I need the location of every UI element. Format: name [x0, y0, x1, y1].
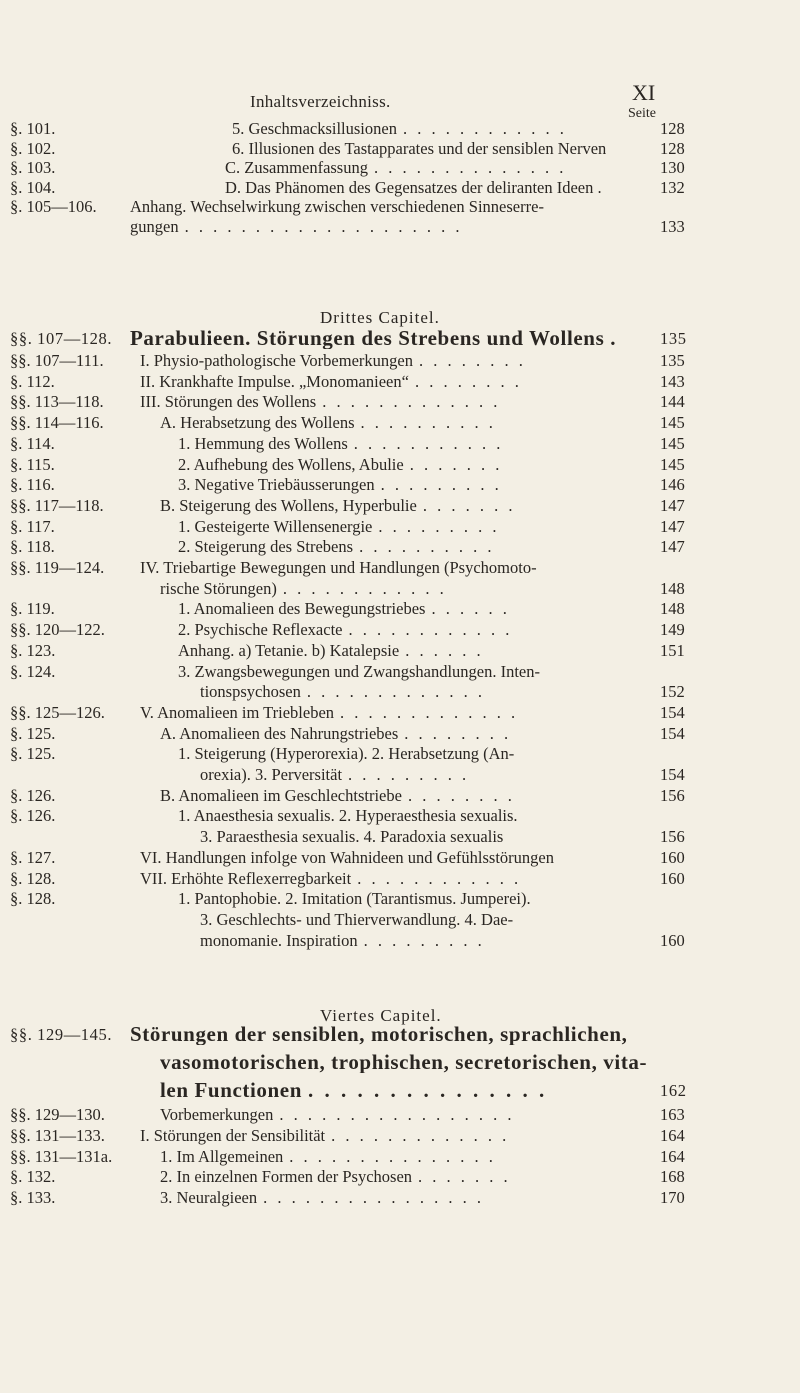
entry-title: VII. Erhöhte Reflexerregbarkeit [140, 868, 352, 888]
toc-entry [0, 640, 800, 661]
toc-entry [0, 495, 800, 516]
page-ref: 164 [660, 1146, 685, 1166]
page-ref: 164 [660, 1125, 685, 1145]
toc-entry [0, 723, 800, 744]
dot-leader: . . . . . . . . . . . . . . . [289, 1146, 496, 1166]
entry-title: 1. Hemmung des Wollens [178, 433, 348, 453]
page-ref: 147 [660, 537, 685, 557]
page-ref: 130 [660, 158, 685, 178]
paragraph-range: §. 103. [10, 158, 56, 178]
toc-entry [0, 216, 800, 237]
entry-title: Störungen der sensiblen, motorischen, sprachlichen, [130, 1024, 628, 1045]
toc-entry [0, 805, 800, 826]
paragraph-range: §§. 114—116. [10, 413, 104, 433]
entry-title: A. Anomalieen des Nahrungstriebes [160, 723, 399, 743]
toc-entry [0, 1125, 800, 1146]
paragraph-range: §. 125. [10, 744, 56, 764]
paragraph-range: §§. 120—122. [10, 620, 105, 640]
paragraph-range: §§. 129—145. [10, 1025, 113, 1044]
toc-entry [0, 681, 800, 702]
entry-title: I. Störungen der Sensibilität [140, 1125, 326, 1145]
page-ref: 170 [660, 1188, 685, 1208]
entry-title: 3. Neuralgieen [160, 1188, 258, 1208]
toc-entry [0, 847, 800, 868]
toc-entry [0, 888, 800, 909]
toc-entry [0, 1166, 800, 1187]
page-ref: 148 [660, 578, 685, 598]
dot-leader: . . . . . . . . . . . . [348, 620, 513, 640]
entry-title: I. Physio-pathologische Vorbemerkungen [140, 351, 413, 370]
page-ref: 144 [660, 392, 685, 412]
toc-entry [0, 1104, 800, 1125]
dot-leader: . . . . . . . . [404, 723, 512, 743]
paragraph-range: §. 102. [10, 138, 56, 158]
dot-leader: . . . . . . . . . . . . . [306, 682, 485, 702]
entry-title: IV. Triebartige Bewegungen und Handlungen (Psychomoto- [140, 558, 537, 577]
dot-leader: . . . . . . . . . [380, 475, 502, 495]
entry-title: 6. Illusionen des Tastapparates und der sensiblen Nerven [232, 138, 607, 158]
entry-title: 2. Steigerung des Strebens [178, 537, 354, 557]
entry-title: 5. Geschmacksillusionen [232, 119, 397, 138]
entry-title: 1. Im Allgemeinen [160, 1146, 284, 1166]
paragraph-range: §§. 131—133. [10, 1125, 105, 1145]
entry-title: VI. Handlungen infolge von Wahnideen und Gefühlsstörungen [140, 847, 554, 867]
dot-leader: . . . . . . . . . . . . . . . . . . . . [184, 217, 463, 236]
page-ref: 152 [660, 682, 685, 702]
page-ref: 145 [660, 454, 685, 474]
toc-entry [0, 138, 800, 159]
toc-entry [0, 930, 800, 951]
dot-leader: . . . . . . . . . . [359, 537, 495, 557]
paragraph-range: §§. 129—130. [10, 1105, 105, 1124]
paragraph-range: §. 128. [10, 868, 56, 888]
page-ref: 147 [660, 495, 685, 515]
paragraph-range: §. 128. [10, 889, 56, 909]
toc-entry [0, 371, 800, 392]
dot-leader: . . . . . . . . . [378, 516, 500, 536]
toc-entry [0, 516, 800, 537]
toc-entry [0, 909, 800, 930]
paragraph-range: §. 126. [10, 785, 56, 805]
page-ref: 145 [660, 413, 685, 433]
dot-leader: . . . . . . . . . . . . . [322, 392, 501, 412]
paragraph-range: §§. 113—118. [10, 392, 104, 412]
entry-title: Parabulieen. Störungen des Strebens und Wollens . [130, 328, 617, 349]
toc-entry [0, 328, 800, 349]
paragraph-range: §§. 107—111. [10, 351, 104, 370]
toc-entry [0, 868, 800, 889]
page-ref: 133 [660, 217, 685, 236]
toc-entry [0, 474, 800, 495]
toc-entry [0, 1187, 800, 1208]
toc-entry [0, 598, 800, 619]
entry-title: D. Das Phänomen des Gegensatzes der deliranten Ideen . [225, 177, 602, 197]
page-ref: 151 [660, 640, 685, 660]
dot-leader: . . . . . . . . . . . . . . . . [263, 1188, 484, 1208]
toc-entry [0, 157, 800, 178]
page-ref: 135 [660, 351, 685, 370]
dot-leader: . . . . . . . . . . . . . [340, 702, 519, 722]
toc-entry [0, 196, 800, 217]
dot-leader: . . . . . . . . . . [360, 413, 496, 433]
paragraph-range: §. 124. [10, 661, 56, 681]
entry-title: 3. Zwangsbewegungen und Zwangshandlungen. Inten- [178, 661, 540, 681]
page-ref: 154 [660, 723, 685, 743]
page-ref: 168 [660, 1167, 685, 1187]
paragraph-range: §. 101. [10, 119, 56, 138]
chapter-heading-3: Drittes Capitel. [320, 308, 440, 327]
paragraph-range: §§. 107—128. [10, 329, 113, 348]
paragraph-range: §. 133. [10, 1188, 56, 1208]
page-ref: 145 [660, 433, 685, 453]
entry-title: 3. Negative Triebäusserungen [178, 475, 375, 495]
page-ref: 163 [660, 1105, 685, 1124]
paragraph-range: §. 114. [10, 433, 55, 453]
page-ref: 149 [660, 620, 685, 640]
paragraph-range: §. 125. [10, 723, 56, 743]
paragraph-range: §§. 125—126. [10, 702, 105, 722]
entry-title: len Functionen [160, 1080, 302, 1101]
entry-title: B. Anomalieen im Geschlechtstriebe [160, 785, 402, 805]
page-ref: 128 [660, 138, 685, 158]
toc-entry [0, 743, 800, 764]
toc-entry [0, 433, 800, 454]
entry-title: 1. Gesteigerte Willensenergie [178, 516, 373, 536]
page-ref: 160 [660, 847, 685, 867]
toc-entry [0, 1052, 800, 1073]
page-ref: 160 [660, 930, 685, 950]
running-head: Inhaltsverzeichniss. [250, 92, 391, 111]
page-ref: 135 [660, 329, 687, 348]
page-number: XI [632, 80, 656, 105]
entry-title: V. Anomalieen im Triebleben [140, 702, 335, 722]
entry-title: Anhang. Wechselwirkung zwischen verschiedenen Sinneserre- [130, 197, 544, 217]
dot-leader: . . . . . . . . . . . . . [331, 1125, 510, 1145]
dot-leader: . . . . . . . . . . . . [357, 868, 522, 888]
toc-entry [0, 1146, 800, 1167]
entry-title: Vorbemerkungen [160, 1105, 274, 1124]
entry-title: 1. Anaesthesia sexualis. 2. Hyperaesthesia sexualis. [178, 806, 518, 826]
dot-leader: . . . . . . . . [414, 371, 522, 391]
dot-leader: . . . . . . . . . . . . . . . . . [279, 1105, 515, 1124]
entry-title: orexia). 3. Perversität [200, 765, 343, 784]
dot-leader: . . . . . . . [422, 495, 516, 515]
paragraph-range: §. 119. [10, 599, 55, 619]
dot-leader: . . . . . . . . [418, 351, 526, 370]
page-ref: 132 [660, 177, 685, 197]
page-ref: 160 [660, 868, 685, 888]
paragraph-range: §. 117. [10, 516, 55, 536]
entry-title: gungen [130, 217, 179, 236]
entry-title: 1. Pantophobie. 2. Imitation (Tarantismus. Jumperei). [178, 889, 531, 909]
entry-title: tionspsychosen [200, 682, 301, 702]
dot-leader: . . . . . . . . . . . [353, 433, 504, 453]
column-label-seite: Seite [628, 106, 656, 121]
page-ref: 147 [660, 516, 685, 536]
entry-title: monomanie. Inspiration [200, 930, 358, 950]
toc-entry [0, 118, 800, 139]
page-ref: 148 [660, 599, 685, 619]
dot-leader: . . . . . . . [409, 454, 503, 474]
paragraph-range: §. 118. [10, 537, 55, 557]
toc-entry [0, 1024, 800, 1045]
toc-entry [0, 536, 800, 557]
dot-leader: . . . . . . . . . . . . . . . [308, 1080, 548, 1101]
entry-title: Anhang. a) Tetanie. b) Katalepsie [178, 640, 400, 660]
chapter-heading-4: Viertes Capitel. [320, 1006, 442, 1025]
entry-title: 3. Paraesthesia sexualis. 4. Paradoxia sexualis [200, 827, 504, 847]
entry-title: B. Steigerung des Wollens, Hyperbulie [160, 495, 417, 515]
dot-leader: . . . . . . [431, 599, 510, 619]
paragraph-range: §. 123. [10, 640, 56, 660]
paragraph-range: §. 115. [10, 454, 55, 474]
toc-entry [0, 454, 800, 475]
paragraph-range: §§. 131—131a. [10, 1146, 113, 1166]
entry-title: C. Zusammenfassung [225, 158, 368, 178]
entry-title: 1. Anomalieen des Bewegungstriebes [178, 599, 426, 619]
page-ref: 156 [660, 785, 685, 805]
page-ref: 162 [660, 1081, 687, 1100]
entry-title: 2. Aufhebung des Wollens, Abulie [178, 454, 404, 474]
entry-title: 2. In einzelnen Formen der Psychosen [160, 1167, 413, 1187]
toc-entry [0, 578, 800, 599]
toc-entry [0, 661, 800, 682]
toc-entry [0, 702, 800, 723]
page-ref: 154 [660, 765, 685, 784]
toc-entry [0, 350, 800, 371]
paragraph-range: §. 112. [10, 371, 55, 391]
entry-title: II. Krankhafte Impulse. „Monomanieen“ [140, 371, 409, 391]
dot-leader: . . . . . . . [418, 1167, 511, 1187]
paragraph-range: §. 105—106. [10, 197, 97, 217]
entry-title: 2. Psychische Reflexacte [178, 620, 343, 640]
toc-entry [0, 785, 800, 806]
toc-entry [0, 391, 800, 412]
page-ref: 146 [660, 475, 685, 495]
toc-entry [0, 764, 800, 785]
toc-entry [0, 619, 800, 640]
toc-entry [0, 1080, 800, 1101]
toc-entry [0, 826, 800, 847]
entry-title: III. Störungen des Wollens [140, 392, 317, 412]
page-ref: 128 [660, 119, 685, 138]
entry-title: rische Störungen) [160, 578, 277, 598]
paragraph-range: §. 126. [10, 806, 56, 826]
paragraph-range: §§. 119—124. [10, 558, 105, 577]
entry-title: vasomotorischen, trophischen, secretorischen, vita- [160, 1052, 648, 1073]
dot-leader: . . . . . . . . [407, 785, 515, 805]
entry-title: 1. Steigerung (Hyperorexia). 2. Herabsetzung (An- [178, 744, 515, 764]
dot-leader: . . . . . . . . . . . . [402, 119, 567, 138]
toc-entry [0, 177, 800, 198]
dot-leader: . . . . . . . . . [363, 930, 485, 950]
dot-leader: . . . . . . . . . . . . . . [373, 158, 567, 178]
toc-entry [0, 557, 800, 578]
entry-title: 3. Geschlechts- und Thierverwandlung. 4. Dae- [200, 909, 514, 929]
page-ref: 156 [660, 827, 685, 847]
paragraph-range: §§. 117—118. [10, 495, 104, 515]
paragraph-range: §. 127. [10, 847, 56, 867]
paragraph-range: §. 132. [10, 1167, 56, 1187]
toc-entry [0, 412, 800, 433]
entry-title: A. Herabsetzung des Wollens [160, 413, 355, 433]
dot-leader: . . . . . . [405, 640, 484, 660]
dot-leader: . . . . . . . . . [348, 765, 470, 784]
dot-leader: . . . . . . . . . . . . [282, 578, 447, 598]
page-ref: 143 [660, 371, 685, 391]
paragraph-range: §. 104. [10, 177, 56, 197]
paragraph-range: §. 116. [10, 475, 55, 495]
page-ref: 154 [660, 702, 685, 722]
